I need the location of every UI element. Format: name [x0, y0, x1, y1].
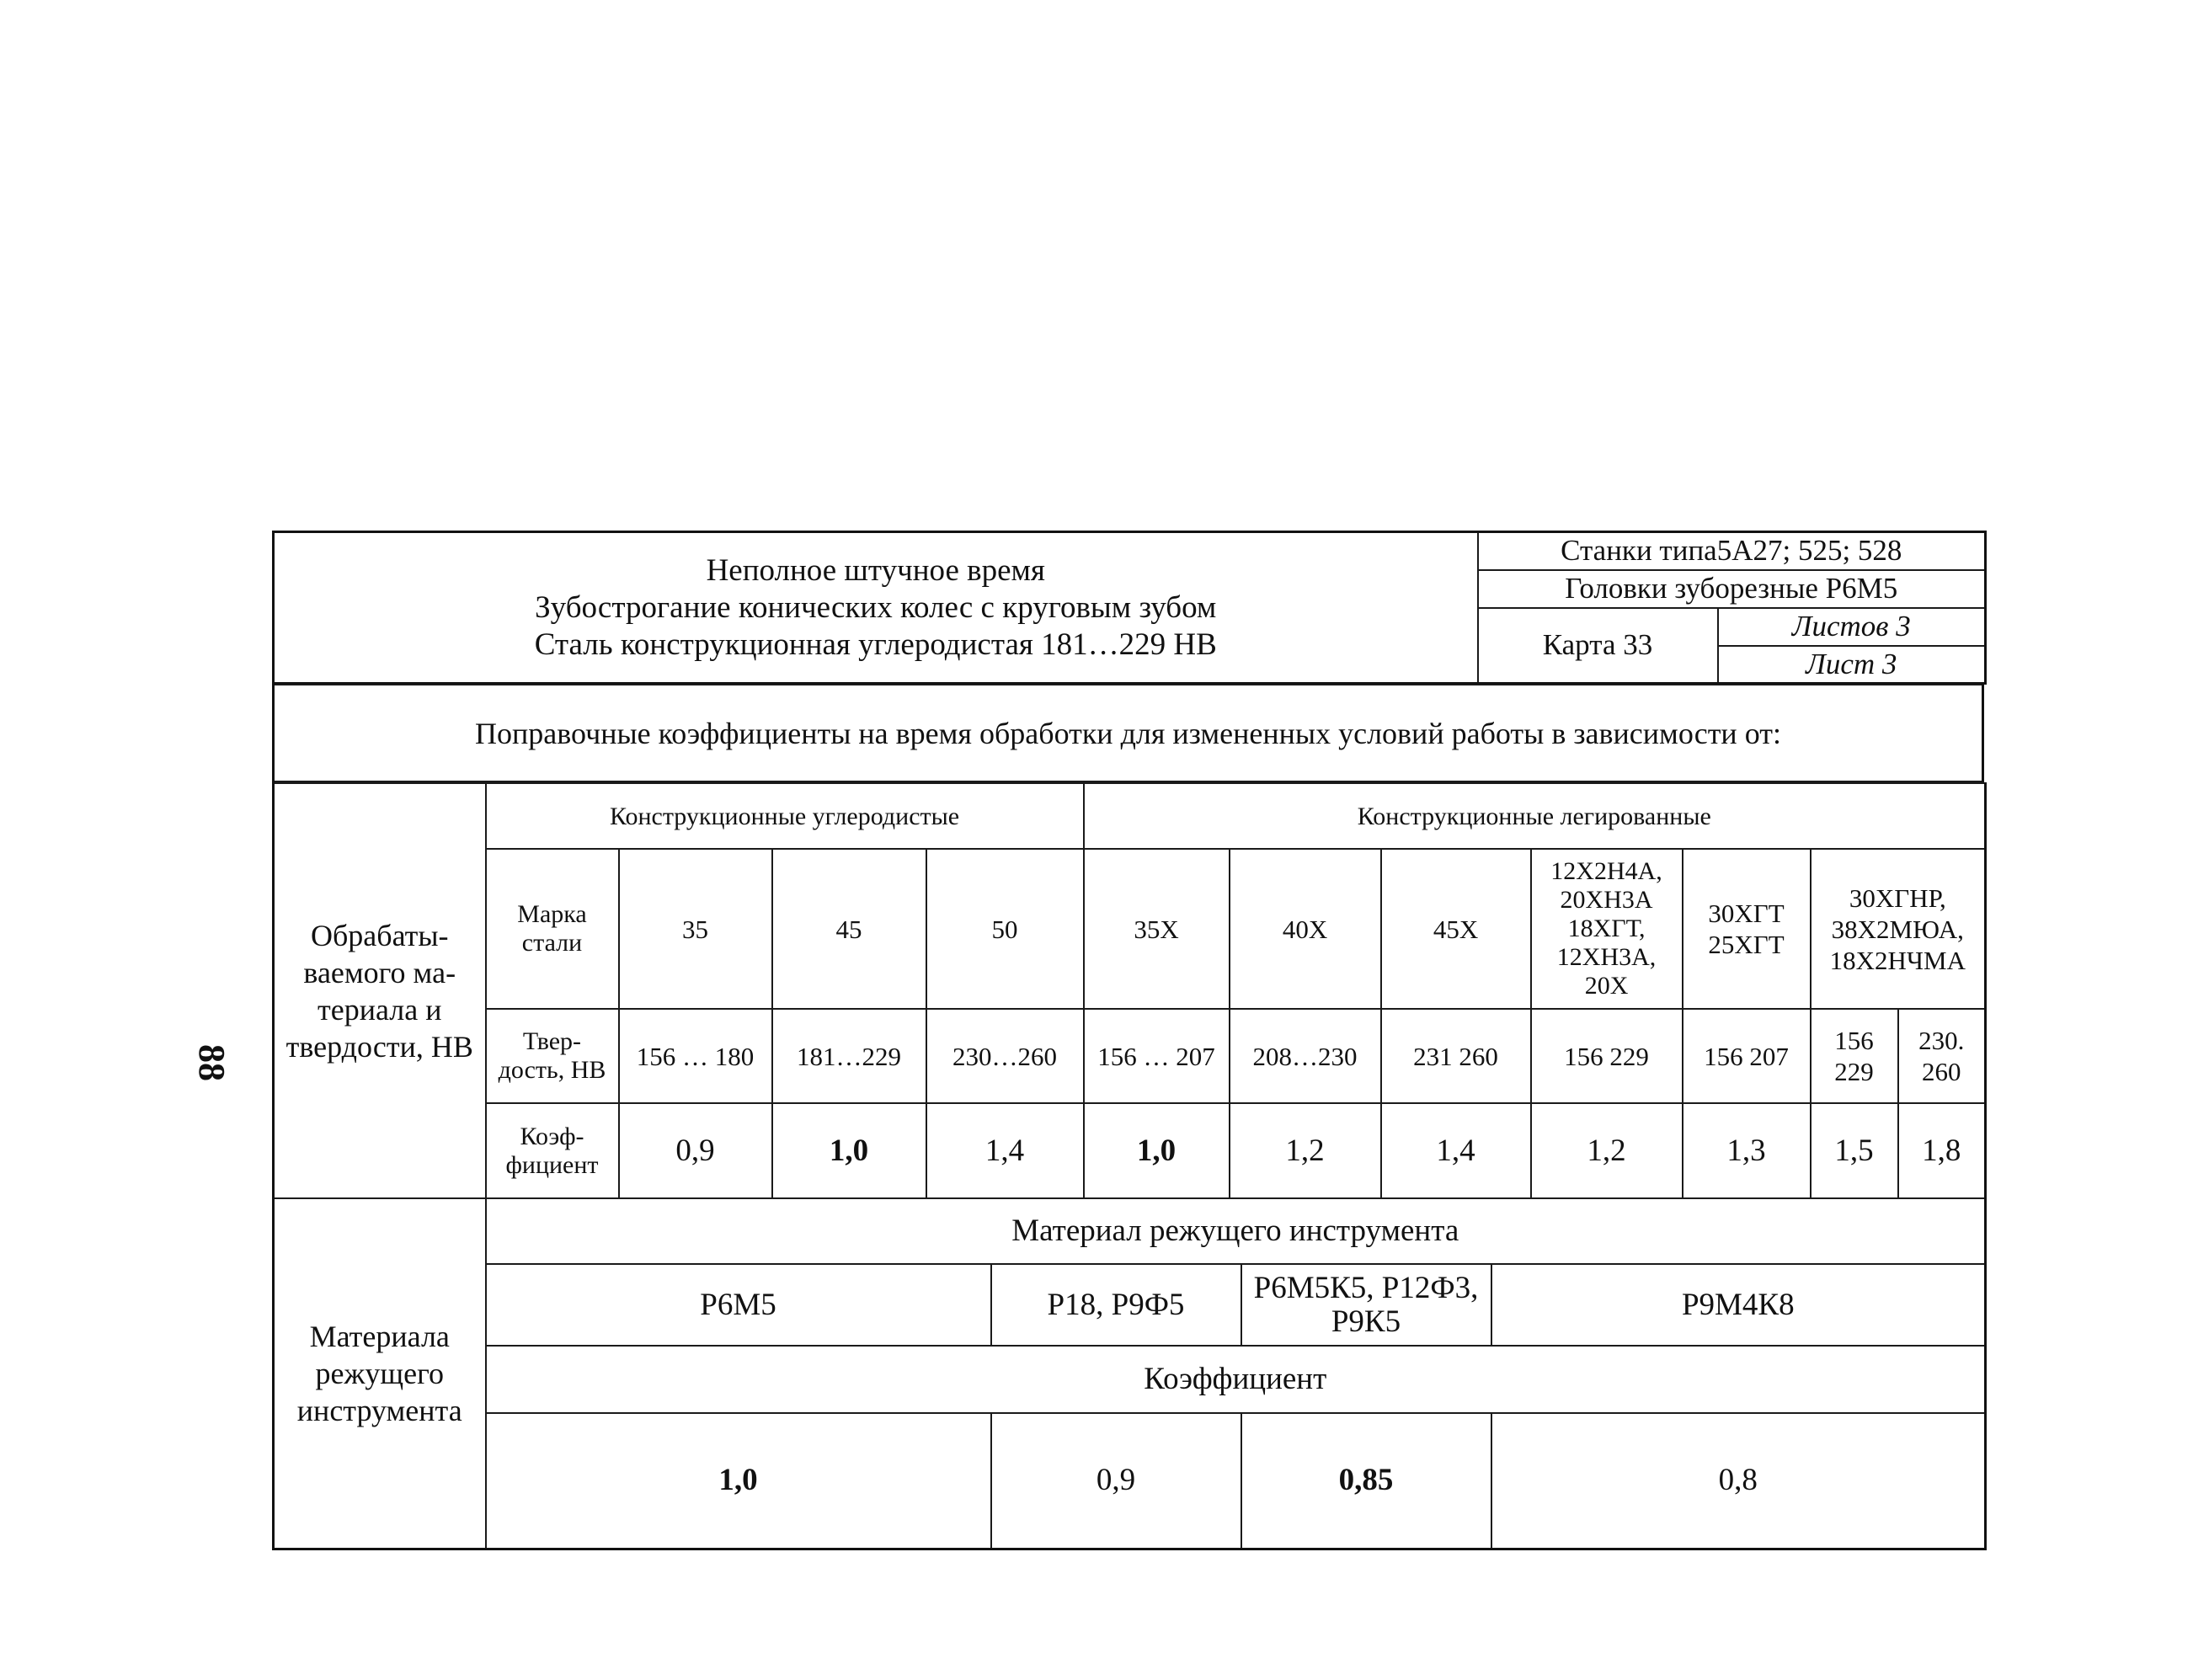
- page-number: 88: [191, 1044, 233, 1081]
- grade-cell: 12Х2Н4А, 20ХН3А 18ХГТ, 12ХН3А, 20Х: [1531, 849, 1683, 1009]
- tool-coefficient-header: Коэффициент: [486, 1346, 1986, 1413]
- material-section-label: Обрабаты- ваемого ма- териала и твердости, НВ: [274, 783, 486, 1198]
- coefficient-cell: 1,0: [1084, 1103, 1230, 1198]
- tool-material-cell: Р6М5: [486, 1264, 991, 1346]
- coefficient-cell: 1,3: [1683, 1103, 1811, 1198]
- tool-coefficient-cell: 0,9: [991, 1413, 1241, 1549]
- coefficient-cell: 0,9: [619, 1103, 772, 1198]
- material-hardness-table: [272, 782, 1987, 1199]
- heads-label: Головки зуборезные Р6М5: [1478, 570, 1986, 608]
- hardness-cell: 156 … 180: [619, 1009, 772, 1103]
- subtitle: Поправочные коэффициенты на время обработки для измененных условий работы в зависимости от:: [274, 685, 1983, 781]
- group-alloy: Конструкционные легированные: [1084, 783, 1986, 849]
- row-label-grade: Марка стали: [486, 849, 619, 1009]
- tool-section-label: Материала режущего инструмента: [274, 1198, 486, 1549]
- hardness-cell: 156 229: [1811, 1009, 1898, 1103]
- hardness-cell: 230. 260: [1898, 1009, 1986, 1103]
- hardness-cell: 181…229: [772, 1009, 926, 1103]
- group-carbon: Конструкционные углеродистые: [486, 783, 1084, 849]
- coefficient-cell: 1,2: [1230, 1103, 1381, 1198]
- coefficient-cell: 1,5: [1811, 1103, 1898, 1198]
- hardness-cell: 156 229: [1531, 1009, 1683, 1103]
- tool-material-cell: Р9М4К8: [1491, 1264, 1986, 1346]
- grade-cell: 40Х: [1230, 849, 1381, 1009]
- sheets-total: Листов 3: [1718, 608, 1986, 646]
- tool-material-cell: Р6М5К5, Р12Ф3, Р9К5: [1241, 1264, 1491, 1346]
- grade-cell: 35Х: [1084, 849, 1230, 1009]
- title-line-1: Неполное штучное время: [706, 552, 1045, 588]
- coefficient-cell: 1,4: [1381, 1103, 1531, 1198]
- tool-coefficient-cell: 0,8: [1491, 1413, 1986, 1549]
- title-block: [274, 532, 1478, 684]
- coefficient-cell: 1,8: [1898, 1103, 1986, 1198]
- tool-material-cell: Р18, Р9Ф5: [991, 1264, 1241, 1346]
- hardness-cell: 156 … 207: [1084, 1009, 1230, 1103]
- row-label-coefficient: Коэф- фициент: [486, 1103, 619, 1198]
- grade-cell: 50: [926, 849, 1084, 1009]
- card-header: [272, 531, 1987, 685]
- coefficient-cell: 1,0: [772, 1103, 926, 1198]
- grade-cell: 45Х: [1381, 849, 1531, 1009]
- title-line-2: Зубострогание конических колес с круговым зубом: [535, 589, 1217, 625]
- card-number: Карта 33: [1478, 608, 1718, 684]
- tool-material-header: Материал режущего инструмента: [486, 1198, 1986, 1264]
- hardness-cell: 156 207: [1683, 1009, 1811, 1103]
- grade-cell: 30ХГНР, 38Х2МЮА, 18Х2НЧМА: [1811, 849, 1986, 1009]
- hardness-cell: 230…260: [926, 1009, 1084, 1103]
- row-label-hardness: Твер- дость, НВ: [486, 1009, 619, 1103]
- grade-cell: 30ХГТ 25ХГТ: [1683, 849, 1811, 1009]
- grade-cell: 35: [619, 849, 772, 1009]
- hardness-cell: 231 260: [1381, 1009, 1531, 1103]
- coefficient-cell: 1,2: [1531, 1103, 1683, 1198]
- machines-label: Станки типа5А27; 525; 528: [1478, 532, 1986, 570]
- sheet-number: Лист 3: [1718, 646, 1986, 684]
- tool-material-table: [272, 1197, 1987, 1550]
- hardness-cell: 208…230: [1230, 1009, 1381, 1103]
- coefficient-cell: 1,4: [926, 1103, 1084, 1198]
- tool-coefficient-cell: 0,85: [1241, 1413, 1491, 1549]
- subtitle-table: [272, 684, 1984, 782]
- tool-coefficient-cell: 1,0: [486, 1413, 991, 1549]
- title-line-3: Сталь конструкционная углеродистая 181…229 НВ: [534, 627, 1217, 662]
- grade-cell: 45: [772, 849, 926, 1009]
